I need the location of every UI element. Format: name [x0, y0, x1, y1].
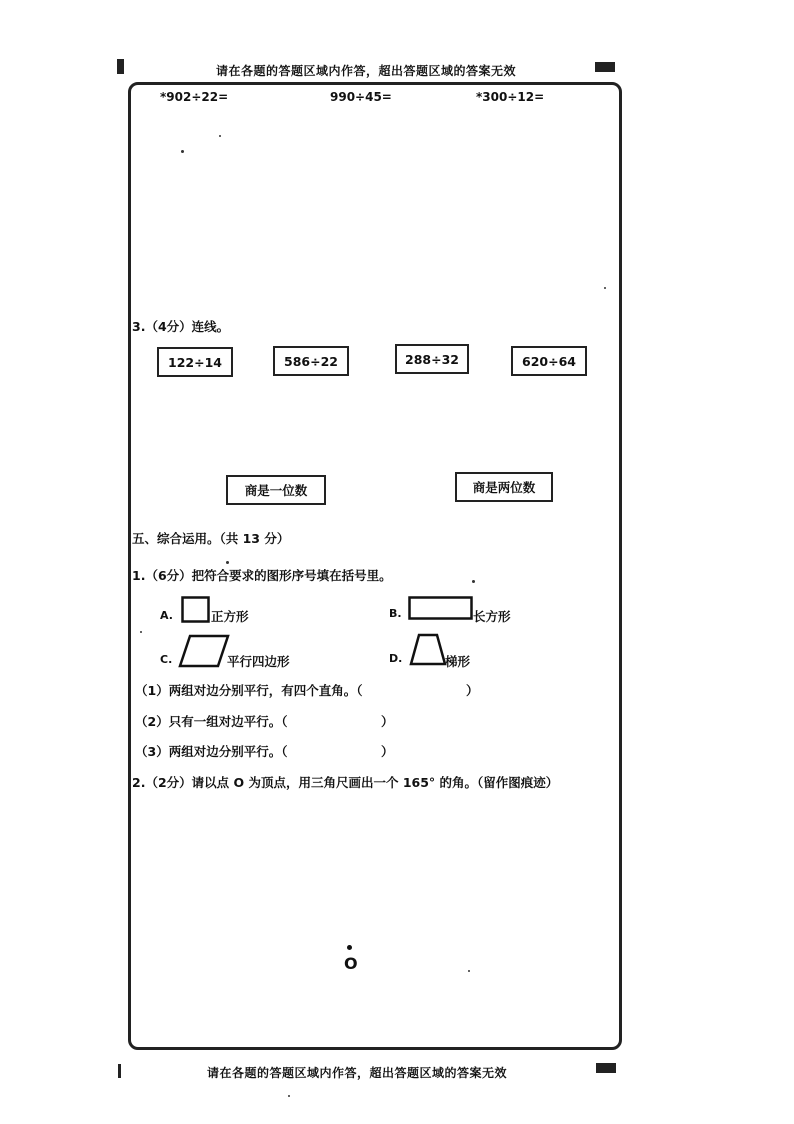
option-b-label: 长方形: [473, 609, 511, 624]
expression-box-4: 620÷64: [511, 346, 587, 376]
sub-question-1: （1）两组对边分别平行，有四个直角。（: [135, 683, 363, 698]
vertex-point: [347, 945, 352, 950]
target-box-two-digit: 商是两位数: [455, 472, 553, 502]
target-box-single-digit: 商是一位数: [226, 475, 326, 505]
rectangle-icon: [408, 596, 474, 621]
scan-speck: [472, 580, 475, 583]
scan-speck: [140, 631, 142, 633]
sub-question-1-close: ）: [466, 683, 479, 698]
scan-speck: [604, 287, 606, 289]
scan-speck: [468, 970, 470, 972]
square-icon: [181, 596, 211, 624]
corner-mark-bottom-right: [596, 1063, 616, 1073]
sub-question-2-close: ）: [381, 714, 394, 729]
calc-item-1: *902÷22=: [160, 90, 229, 104]
expression-box-3: 288÷32: [395, 344, 469, 374]
option-a-letter: A.: [160, 609, 173, 622]
corner-mark-bottom-left: [118, 1064, 121, 1078]
corner-mark-top-left: [117, 59, 124, 74]
scan-speck: [288, 1095, 290, 1097]
s5-q2-title: 2.（2分）请以点 O 为顶点，用三角尺画出一个 165° 的角。（留作图痕迹）: [132, 775, 559, 790]
expression-box-1: 122÷14: [157, 347, 233, 377]
calc-item-2: 990÷45=: [330, 90, 392, 104]
option-d-label: 梯形: [445, 654, 471, 669]
option-c-label: 平行四边形: [227, 654, 290, 669]
trapezoid-icon: [409, 633, 447, 666]
section5-title: 五、综合运用。（共 13 分）: [132, 531, 290, 546]
scan-speck: [219, 135, 221, 137]
option-b-letter: B.: [389, 607, 402, 620]
sub-question-3: （3）两组对边分别平行。（: [135, 744, 288, 759]
sub-question-3-close: ）: [381, 744, 394, 759]
option-c-letter: C.: [160, 653, 173, 666]
scan-speck: [181, 150, 184, 153]
parallelogram-icon: [178, 634, 230, 668]
s5-q1-title: 1.（6分）把符合要求的图形序号填在括号里。: [132, 568, 392, 583]
header-notice: 请在各题的答题区域内作答，超出答题区域的答案无效: [216, 64, 517, 78]
corner-mark-top-right: [595, 62, 615, 72]
option-d-letter: D.: [389, 652, 403, 665]
footer-notice: 请在各题的答题区域内作答，超出答题区域的答案无效: [207, 1066, 508, 1080]
expression-box-2: 586÷22: [273, 346, 349, 376]
sub-question-2: （2）只有一组对边平行。（: [135, 714, 288, 729]
vertex-label: O: [344, 954, 358, 973]
q3-title: 3.（4分）连线。: [132, 319, 230, 334]
option-a-label: 正方形: [211, 609, 249, 624]
calc-item-3: *300÷12=: [476, 90, 545, 104]
scan-speck: [226, 561, 229, 564]
